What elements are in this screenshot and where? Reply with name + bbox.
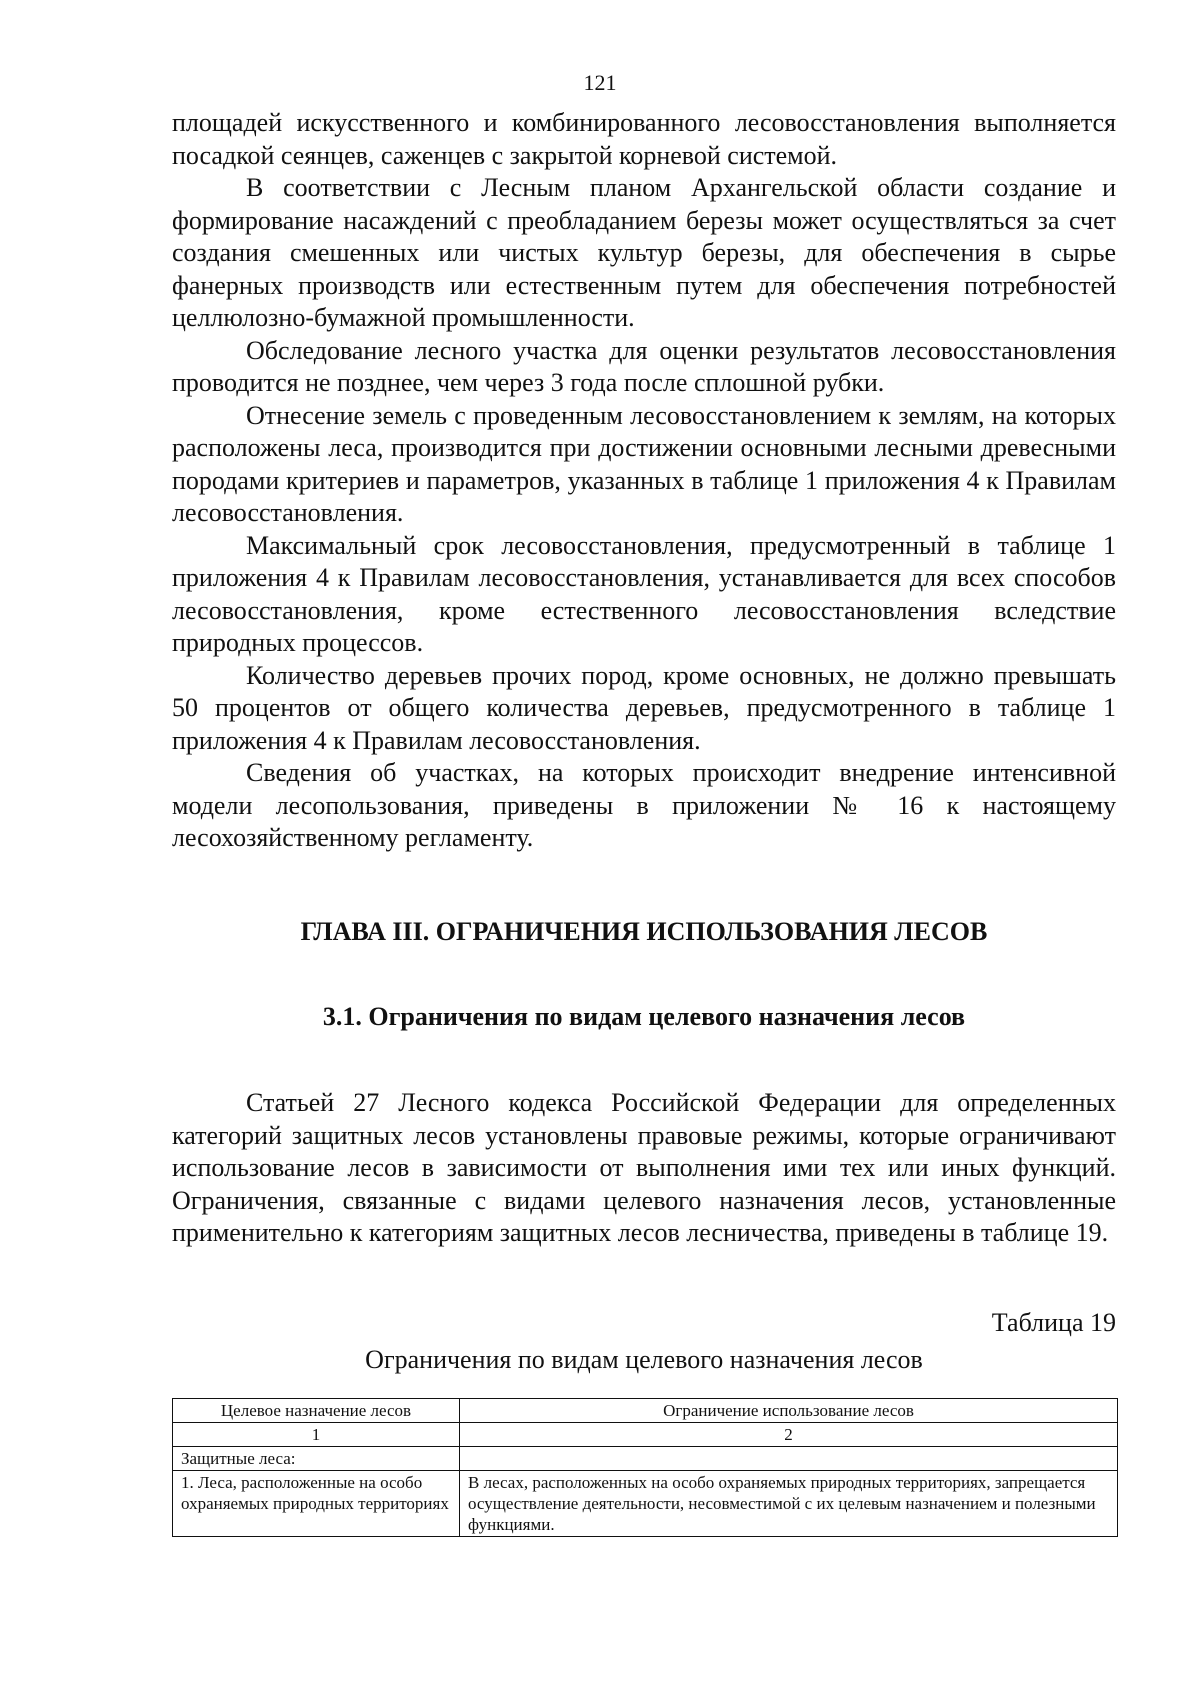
paragraph: Обследование лесного участка для оценки результатов лесовосстановления проводится не позднее, чем через 3 года после сплошной рубки. bbox=[172, 335, 1116, 397]
table-header-row bbox=[173, 1399, 1118, 1423]
table-header-cell: Ограничение использование лесов bbox=[460, 1399, 1118, 1423]
table-cell: 1. Леса, расположенные на особо охраняемых природных территориях bbox=[173, 1471, 460, 1537]
table-cell bbox=[460, 1447, 1118, 1471]
table-row bbox=[173, 1447, 1118, 1471]
table-column-number: 2 bbox=[460, 1423, 1118, 1447]
table-column-number-row bbox=[173, 1423, 1118, 1447]
body-text-top bbox=[172, 107, 1116, 855]
restrictions-table bbox=[172, 1398, 1118, 1537]
table-column-number: 1 bbox=[173, 1423, 460, 1447]
paragraph: Количество деревьев прочих пород, кроме основных, не должно превышать 50 процентов от общего количества деревьев, предусмотренного в таблице 1 приложения 4 к Правилам лесовосстановления. bbox=[172, 660, 1116, 755]
table-title: Ограничения по видам целевого назначения лесов bbox=[365, 1345, 923, 1374]
table-label: Таблица 19 bbox=[991, 1308, 1116, 1337]
table-header-cell: Целевое назначение лесов bbox=[173, 1399, 460, 1423]
body-text-section bbox=[172, 1087, 1116, 1250]
paragraph: Статьей 27 Лесного кодекса Российской Федерации для определенных категорий защитных лесов установлены правовые режимы, которые ограничивают использование лесов в зависимости от выполнения ими тех или иных функций. Ограничения, связанные с видами целевого назначения лесов, установленные применительно к категориям защитных лесов лесничества, приведены в таблице 19. bbox=[172, 1088, 1116, 1247]
page-number: 121 bbox=[583, 70, 617, 95]
paragraph: В соответствии с Лесным планом Архангельской области создание и формирование насаждений с преобладанием березы может осуществляться за счет создания смешенных или чистых культур березы, для обеспечения в сырье фанерных производств или естественным путем для обеспечения потребностей целлюлозно-бумажной промышленности. bbox=[172, 173, 1116, 332]
paragraph: Сведения об участках, на которых происходит внедрение интенсивной модели лесопользования, приведены в приложении № 16 к настоящему лесохозяйственному регламенту. bbox=[172, 758, 1116, 852]
table-cell: Защитные леса: bbox=[173, 1447, 460, 1471]
paragraph: Отнесение земель с проведенным лесовосстановлением к землям, на которых расположены леса, производится при достижении основными лесными древесными породами критериев и параметров, указанных в таблице 1 приложения 4 к Правилам лесовосстановления. bbox=[172, 400, 1116, 527]
section-title: 3.1. Ограничения по видам целевого назначения лесов bbox=[322, 1002, 966, 1031]
paragraph: Максимальный срок лесовосстановления, предусмотренный в таблице 1 приложения 4 к Правилам лесовосстановления, устанавливается для всех способов лесовосстановления, кроме естественного лесовосстановления вследствие природных процессов. bbox=[172, 530, 1116, 657]
paragraph: площадей искусственного и комбинированного лесовосстановления выполняется посадкой сеянцев, саженцев с закрытой корневой системой. bbox=[172, 108, 1116, 170]
table-cell: В лесах, расположенных на особо охраняемых природных территориях, запрещается осуществление деятельности, несовместимой с их целевым назначением и полезными функциями. bbox=[460, 1471, 1118, 1537]
chapter-title: ГЛАВА III. ОГРАНИЧЕНИЯ ИСПОЛЬЗОВАНИЯ ЛЕСОВ bbox=[300, 917, 988, 946]
table-row bbox=[173, 1471, 1118, 1537]
